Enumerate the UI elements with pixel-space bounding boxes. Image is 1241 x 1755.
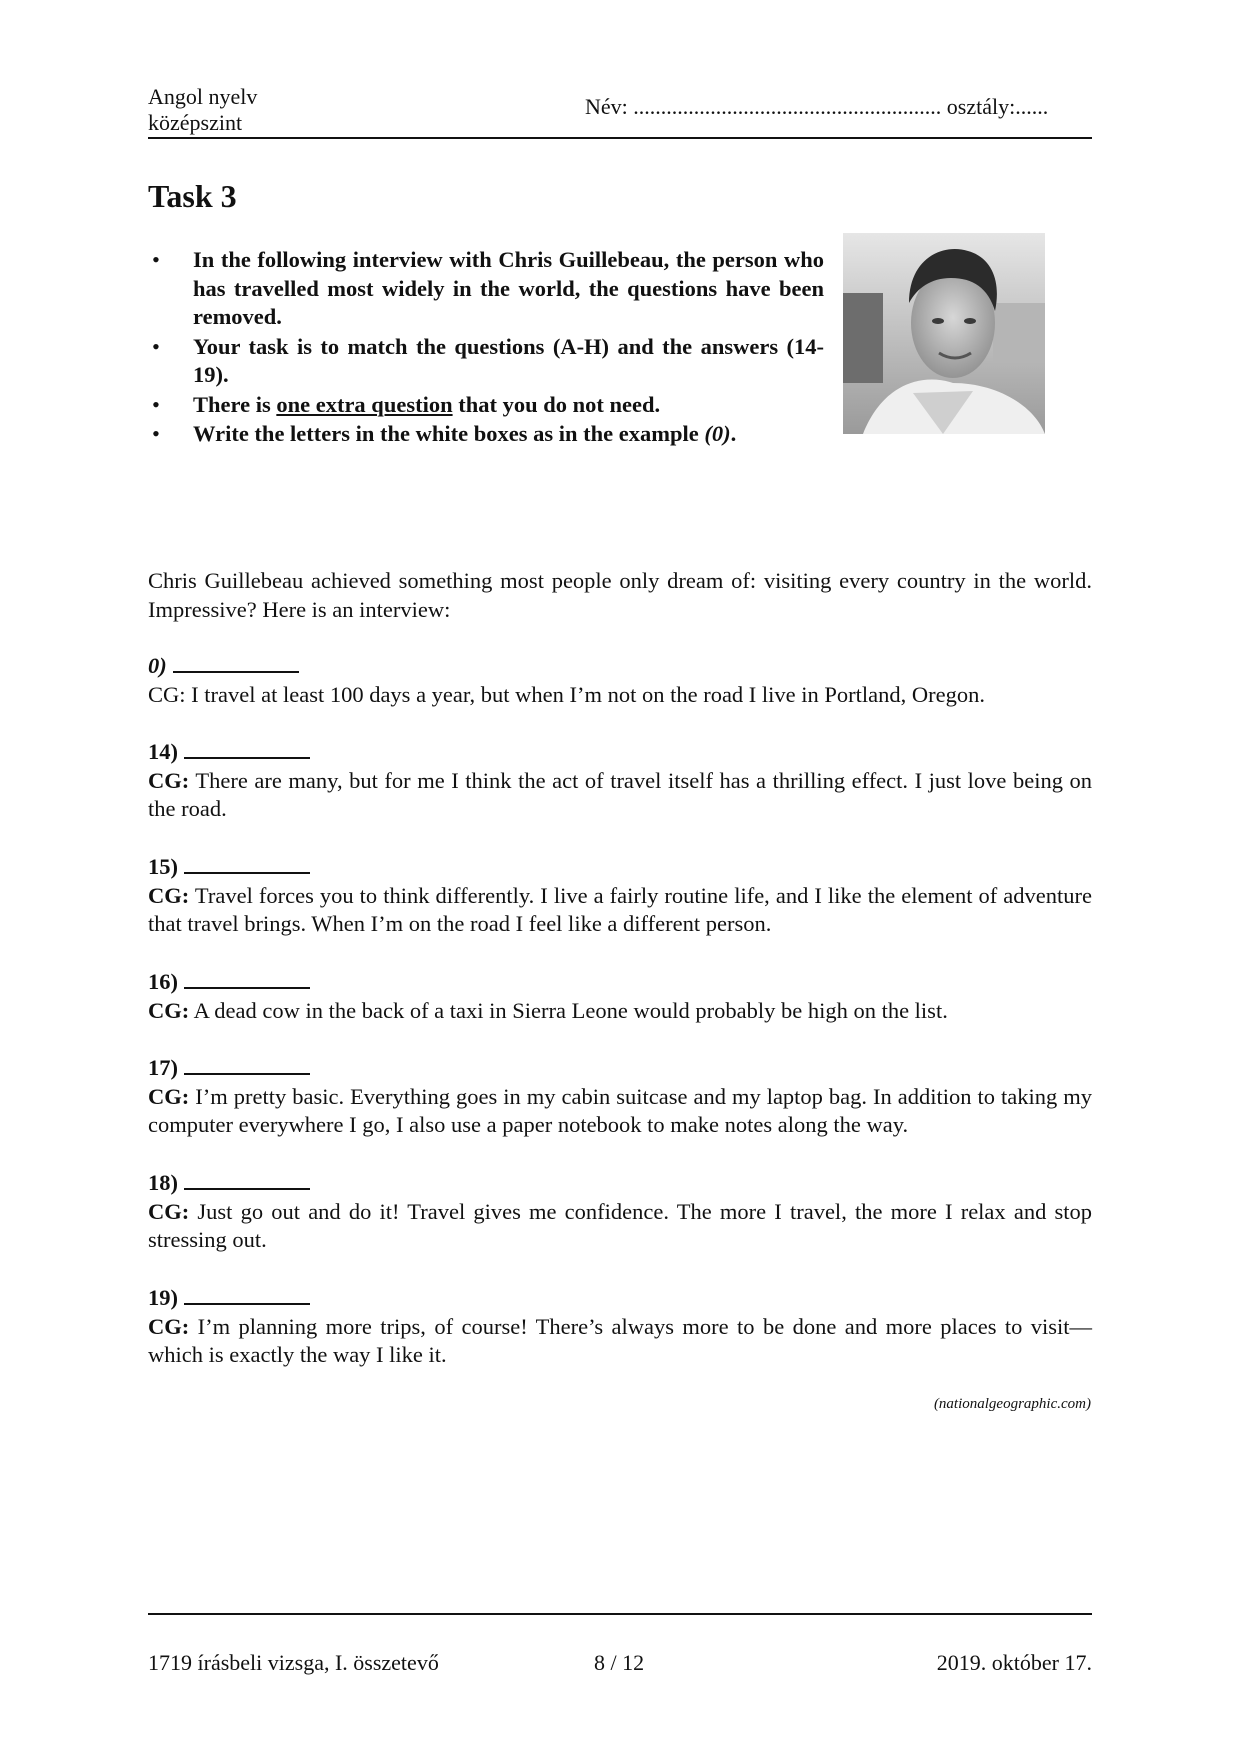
interview-item (148, 737, 1092, 824)
page-number: 8 / 12 (594, 1650, 645, 1675)
name-class-field: Név: ........................................................ osztály:...... (585, 94, 1049, 119)
answer-text: I travel at least 100 days a year, but when I’m not on the road I live in Portland, Oregon. (191, 681, 986, 707)
task-title: Task 3 (148, 178, 237, 214)
interview-item (148, 1053, 1092, 1140)
question-number: 0) (148, 653, 167, 678)
instruction-item (148, 420, 824, 449)
answer-blank[interactable] (184, 967, 310, 989)
answer-blank[interactable] (184, 1053, 310, 1075)
bullet-icon: • (152, 247, 160, 272)
footer-exam-label: 1719 írásbeli vizsga, I. összetevő (148, 1650, 439, 1675)
instruction-text-example: (0) (704, 421, 731, 446)
instruction-text-pre: There is (193, 391, 277, 417)
instruction-text-post: . (730, 421, 737, 446)
answer-text: Just go out and do it! Travel gives me confidence. The more I travel, the more I relax and stop stressing out. (148, 1198, 1092, 1252)
source-citation: (nationalgeographic.com) (933, 1396, 1091, 1412)
question-number: 14) (148, 739, 178, 764)
instruction-item (148, 333, 824, 390)
bullet-icon: • (152, 391, 160, 417)
interview-item (148, 1283, 1092, 1370)
bullet-icon: • (152, 333, 160, 359)
exam-date: 2019. október 17. (936, 1650, 1092, 1675)
instruction-list (148, 246, 824, 450)
footer-rule (148, 1613, 1092, 1615)
subject-line-1: Angol nyelv (148, 84, 258, 109)
interview-item (148, 852, 1092, 939)
answer-blank[interactable] (173, 651, 299, 673)
answer-text: A dead cow in the back of a taxi in Sierra Leone would probably be high on the list. (193, 997, 948, 1023)
bullet-icon: • (152, 421, 160, 446)
instruction-text: Your task is to match the questions (A-H) and the answers (14-19). (193, 333, 824, 387)
portrait-photo (843, 233, 1045, 434)
answer-blank[interactable] (184, 737, 310, 759)
speaker-label: CG: (148, 997, 190, 1023)
interview-item-example (148, 651, 1092, 709)
question-number: 18) (148, 1170, 178, 1195)
speaker-label: CG: (148, 681, 186, 707)
answer-blank[interactable] (184, 1283, 310, 1305)
subject-label (148, 84, 257, 136)
header-rule (148, 137, 1092, 139)
instruction-item (148, 246, 824, 332)
instruction-item (148, 391, 824, 420)
answer-text: There are many, but for me I think the act of travel itself has a thrilling effect. I just love being on the road. (148, 767, 1092, 821)
instruction-text-underlined: one extra question (276, 391, 453, 417)
answer-blank[interactable] (184, 852, 310, 874)
question-number: 17) (148, 1055, 178, 1080)
intro-paragraph: Chris Guillebeau achieved something most people only dream of: visiting every country in the world. Impressive? Here is an interview: (148, 568, 1092, 622)
instruction-text-post: that you do not need. (452, 391, 661, 417)
instruction-text: In the following interview with Chris Guillebeau, the person who has travelled most widely in the world, the questions have been removed. (193, 247, 824, 329)
speaker-label: CG: (148, 882, 190, 908)
question-number: 15) (148, 854, 178, 879)
answer-blank[interactable] (184, 1168, 310, 1190)
answer-text: I’m planning more trips, of course! There’s always more to be done and more places to visit—which is exactly the way I like it. (148, 1313, 1093, 1367)
speaker-label: CG: (148, 767, 190, 793)
question-number: 16) (148, 969, 178, 994)
interview-item (148, 1168, 1092, 1255)
answer-text: I’m pretty basic. Everything goes in my cabin suitcase and my laptop bag. In addition to taking my computer everywhere I go, I also use a paper notebook to make notes along the way. (148, 1083, 1092, 1137)
speaker-label: CG: (148, 1198, 190, 1224)
speaker-label: CG: (148, 1313, 190, 1339)
instruction-text-pre: Write the letters in the white boxes as in the example (193, 421, 705, 446)
answer-text: Travel forces you to think differently. I live a fairly routine life, and I like the element of adventure that travel brings. When I’m on the road I feel like a different person. (148, 882, 1093, 936)
interview-item (148, 967, 1092, 1025)
speaker-label: CG: (148, 1083, 190, 1109)
subject-line-2: középszint (148, 110, 243, 135)
question-number: 19) (148, 1285, 178, 1310)
